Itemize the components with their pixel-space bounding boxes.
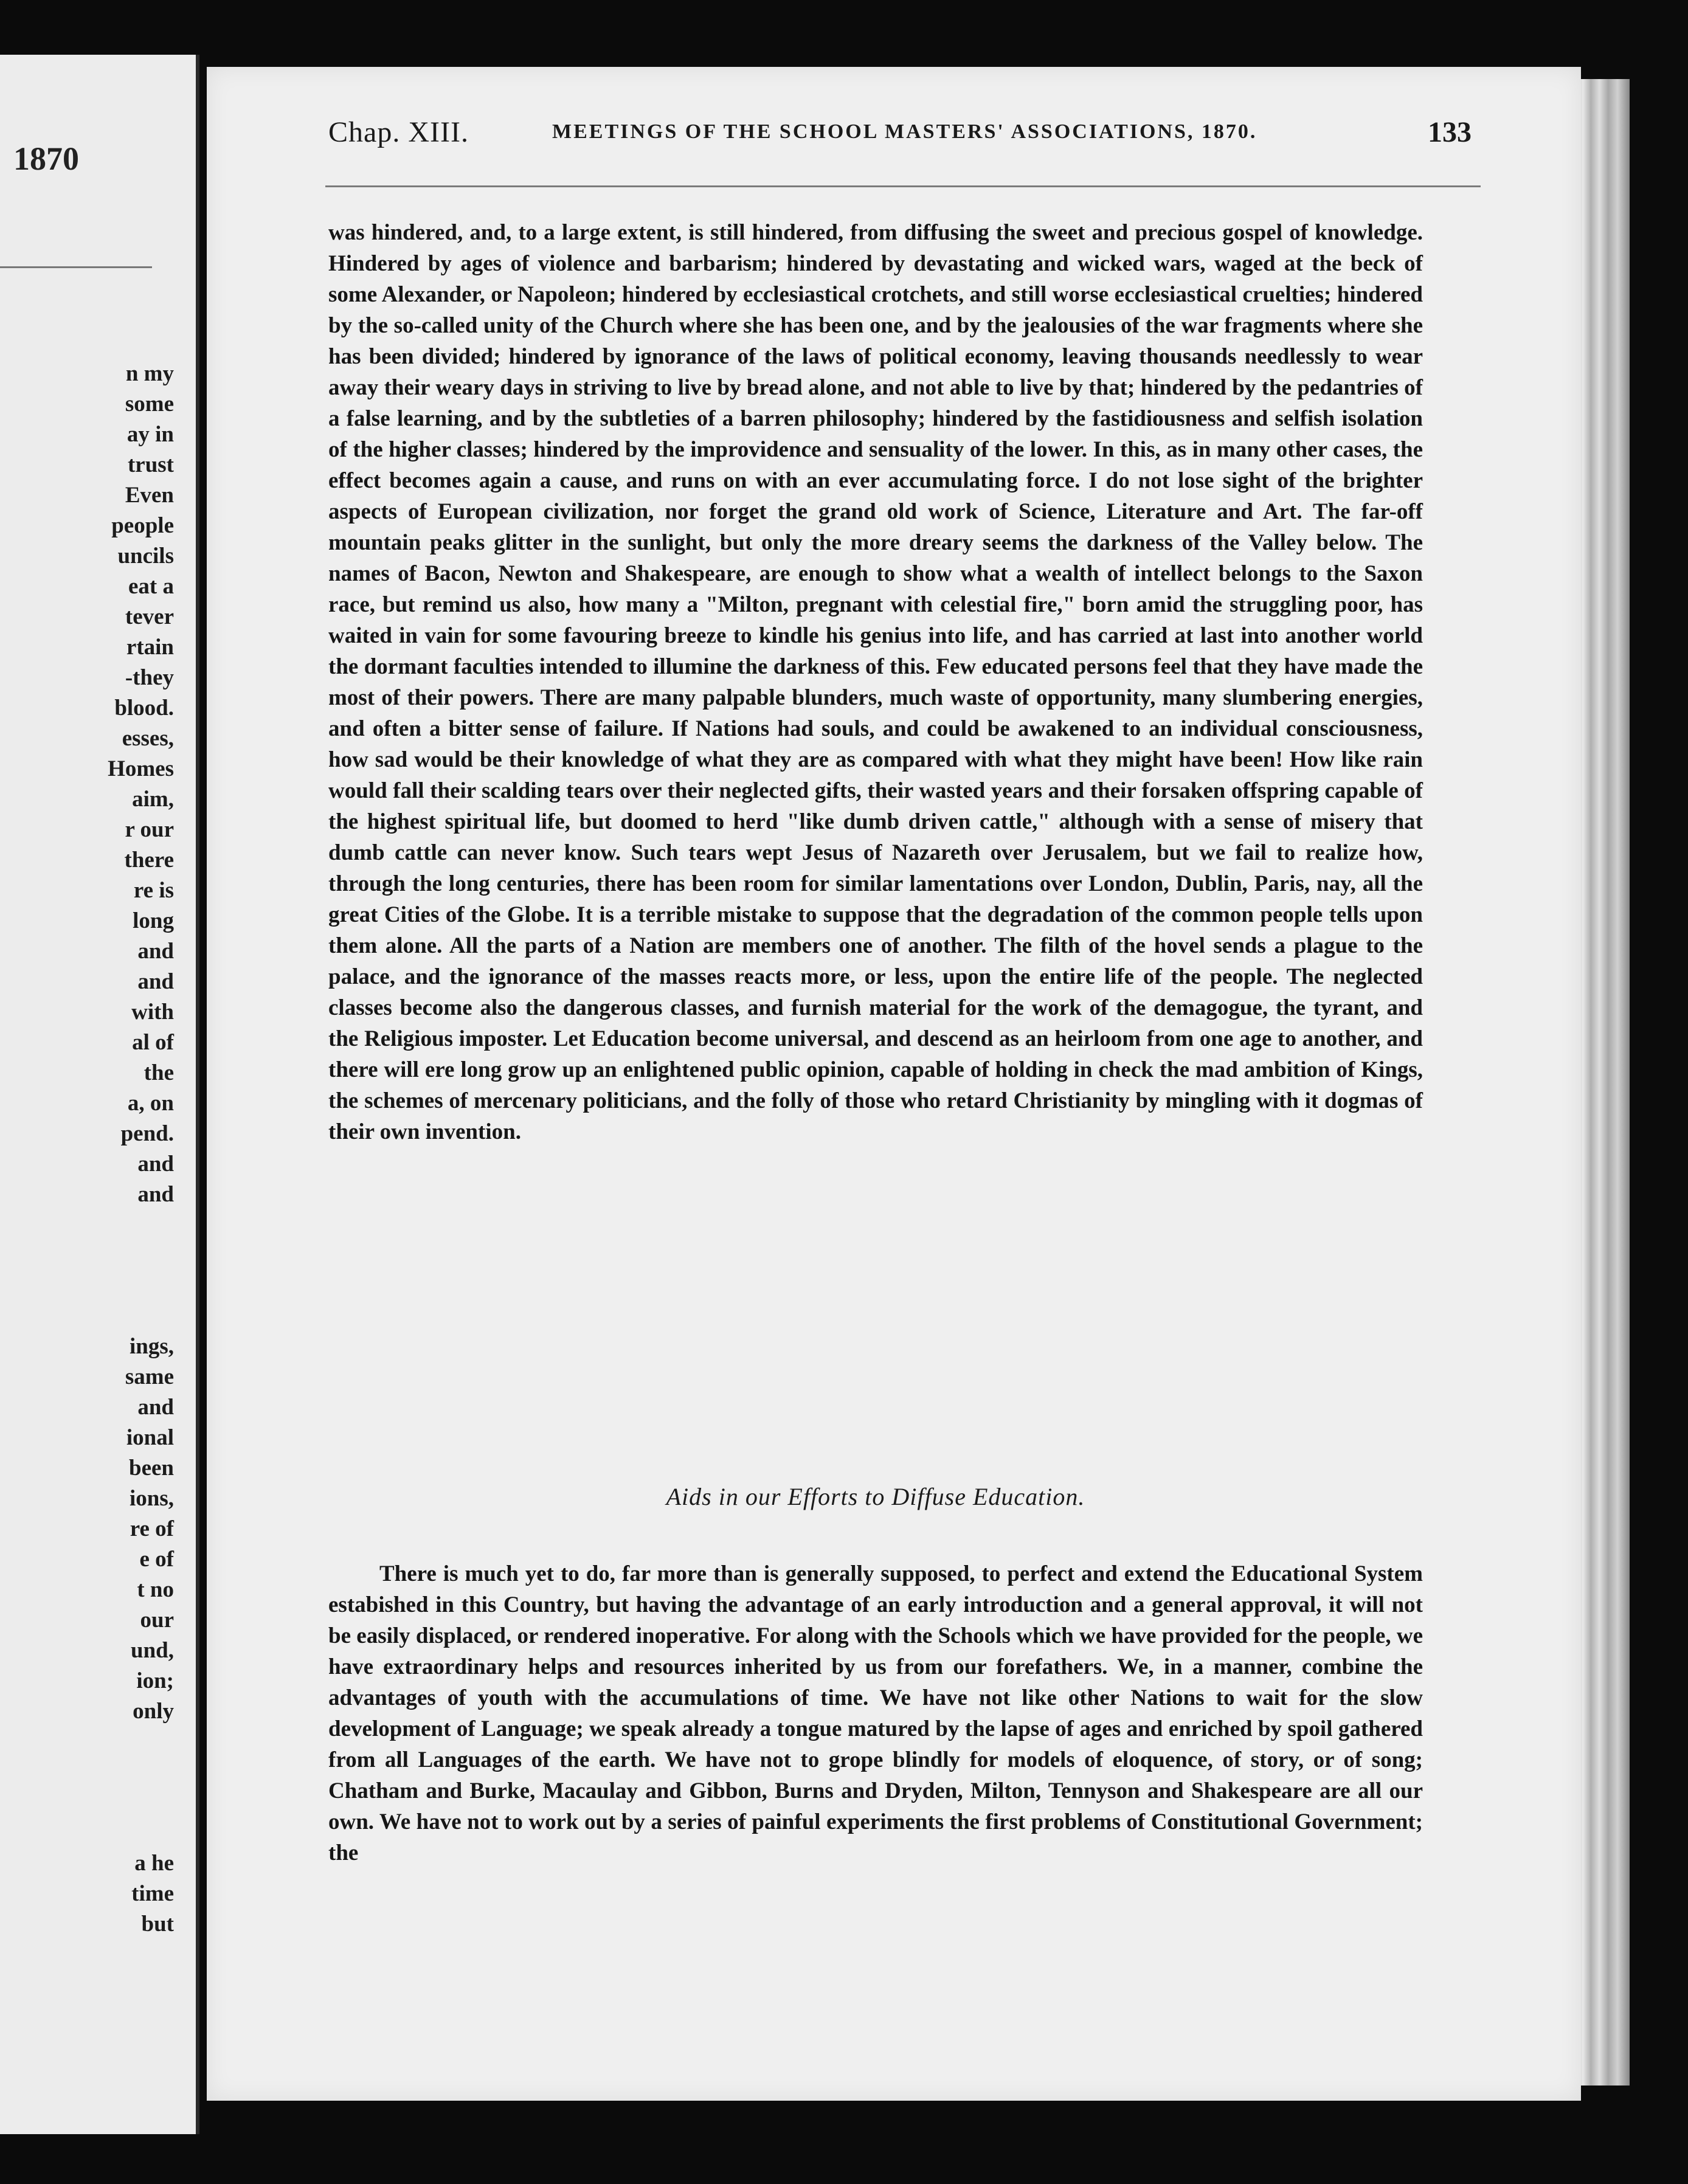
facing-page-text-fragments [4,359,174,1940]
facing-page-fragment: and [137,1395,174,1420]
book-page [207,67,1581,2101]
facing-page-fragment: und, [131,1638,174,1663]
facing-page-fragment: Homes [108,756,174,781]
facing-page-fragment: been [129,1456,174,1481]
facing-page-fragment: ings, [129,1334,174,1359]
facing-page-rule [0,266,152,268]
facing-page-fragment: eat a [128,574,174,599]
facing-page-fragment: trust [127,452,174,477]
facing-page-fragment: n my [125,361,174,386]
facing-page-fragment: t no [137,1577,174,1602]
facing-page [0,55,199,2134]
facing-page-fragment: same [125,1364,174,1389]
facing-page-fragment: people [111,513,174,538]
facing-page-fragment: -they [125,665,174,690]
facing-page-year: 1870 [13,140,79,177]
chapter-label: Chap. XIII. [328,116,469,148]
facing-page-fragment: ions, [129,1486,174,1511]
facing-page-fragment: re is [133,878,174,903]
facing-page-fragment: there [124,848,174,873]
running-header [328,116,1472,164]
facing-page-fragment: pend. [120,1121,174,1146]
facing-page-fragment: a he [134,1851,174,1876]
facing-page-fragment [4,1727,174,1757]
facing-page-fragment: tever [125,604,174,629]
facing-page-fragment: blood. [114,696,174,721]
header-rule [325,185,1481,187]
facing-page-fragment: only [133,1699,174,1724]
facing-page-fragment: the [144,1060,174,1085]
facing-page-fragment: and [137,1152,174,1177]
facing-page-fragment [4,1210,174,1240]
paragraph: There is much yet to do, far more than is generally supposed, to perfect and extend the Educational System estabished in this Country, but having the advantage of an early introduction and a general approval, it will not be easily displaced, or rendered inoperative. For along with the Schools which we have provided for the people, we have extraordinary helps and resources inherited by us from our forefathers. We, in a manner, combine the advantages of youth with the accumulations of time. We have not like other Nations to wait for the slow development of Language; we speak already a tongue matured by the lapse of ages and enriched by spoil gathered from all Languages of the earth. We have not to grope blindly for models of eloquence, of story, or of song; Chatham and Burke, Macaulay and Gibbon, Burns and Dryden, Milton, Tennyson and Shakespeare are all our own. We have not to work out by a series of painful experiments the first problems of Constitutional Government; the [328,1561,1423,1865]
facing-page-fragment: e of [139,1547,174,1572]
facing-page-fragment: ion; [136,1668,174,1693]
facing-page-fragment: some [125,392,174,416]
facing-page-fragment: esses, [122,726,174,751]
facing-page-fragment [4,1271,174,1301]
facing-page-fragment: a, on [127,1091,174,1116]
facing-page-fragment: ional [126,1425,174,1450]
facing-page-fragment: with [131,1000,174,1025]
page-number: 133 [1428,116,1472,148]
facing-page-fragment [4,1301,174,1332]
facing-page-fragment: Even [125,483,174,508]
running-title: MEETINGS OF THE SCHOOL MASTERS' ASSOCIATIONS, 1870. [552,120,1257,143]
facing-page-fragment [4,1240,174,1271]
paragraph: was hindered, and, to a large extent, is still hindered, from diffusing the sweet and precious gospel of knowledge. Hindered by ages of violence and barbarism; hindered by devastating and wicked wars, waged at the beck of some Alexander, or Napoleon; hindered by ecclesiastical crotchets, and still worse ecclesiastical cruelties; hindered by the so-called unity of the Church where she has been one, and by the jealousies of the war fragments where she has been divided; hindered by ignorance of the laws of political economy, leaving thousands needlessly to wear away their weary days in striving to live by bread alone, and not able to live by that; hindered by the pedantries of a false learning, and by the subtleties of a barren philosophy; hindered by the fastidiousness and selfish isolation of the higher classes; hindered by the improvidence and sensuality of the lower. In this, as in many other cases, the effect becomes again a cause, and runs on with an ever accumulating force. I do not lose sight of the brighter aspects of European civilization, nor forget the grand old work of Science, Literature and Art. The far-off mountain peaks glitter in the sunlight, but only the more dreary seems the darkness of the Valley below. The names of Bacon, Newton and Shakespeare, are enough to show what a wealth of intellect belongs to the Saxon race, but remind us also, how many a "Milton, pregnant with celestial fire," born amid the struggling poor, has waited in vain for some favouring breeze to kindle his genius into life, and has carried at last into another world the dormant faculties intended to illumine the darkness of this. Few educated persons feel that they have made the most of their powers. There are many palpable blunders, much waste of opportunity, many slumbering energies, and often a bitter sense of failure. If Nations had souls, and could be awakened to an individual consciousness, how sad would be their knowledge of what they are as compared with what they might have been! How like rain would fall their scalding tears over their neglected gifts, their wasted years and their forsaken offspring capable of the highest spiritual life, but doomed to herd "like dumb driven cattle," although with a sense of misery that dumb cattle can never know. Such tears wept Jesus of Nazareth over Jerusalem, but we fail to realize how, through the long centuries, there has been room for similar lamentations over London, Dublin, Paris, nay, all the great Cities of the Globe. It is a terrible mistake to suppose that the degradation of the common people tells upon them alone. All the parts of a Nation are members one of another. The filth of the hovel sends a plague to the palace, and the ignorance of the masses reacts more, or less, upon the entire life of the people. The neglected classes become also the dangerous classes, and furnish material for the work of the demagogue, the tyrant, and the Religious imposter. Let Education become universal, and descend as an heirloom from one age to another, and there will ere long grow up an enlightened public opinion, capable of holding in check the mad ambition of Kings, the schemes of mercenary politicians, and the folly of those who retard Christianity by mingling with it dogmas of their own invention. [328,220,1423,1144]
facing-page-fragment: our [140,1608,174,1633]
facing-page-fragment: uncils [117,544,174,568]
facing-page-fragment [4,1788,174,1818]
facing-page-fragment: but [141,1912,174,1937]
facing-page-fragment [4,1818,174,1848]
facing-page-fragment [4,1757,174,1788]
facing-page-fragment: long [133,908,174,933]
facing-page-fragment: ay in [126,422,174,447]
facing-page-fragment: rtain [126,635,174,660]
facing-page-fragment: and [137,969,174,994]
facing-page-fragment: and [137,1182,174,1207]
section-heading: Aids in our Efforts to Diffuse Education. [666,1483,1085,1510]
facing-page-fragment: r our [125,817,174,842]
facing-page-fragment: aim, [132,787,174,812]
facing-page-fragment: re of [130,1516,174,1541]
facing-page-fragment: time [131,1881,174,1906]
facing-page-fragment: and [137,939,174,964]
facing-page-fragment: al of [132,1030,174,1055]
